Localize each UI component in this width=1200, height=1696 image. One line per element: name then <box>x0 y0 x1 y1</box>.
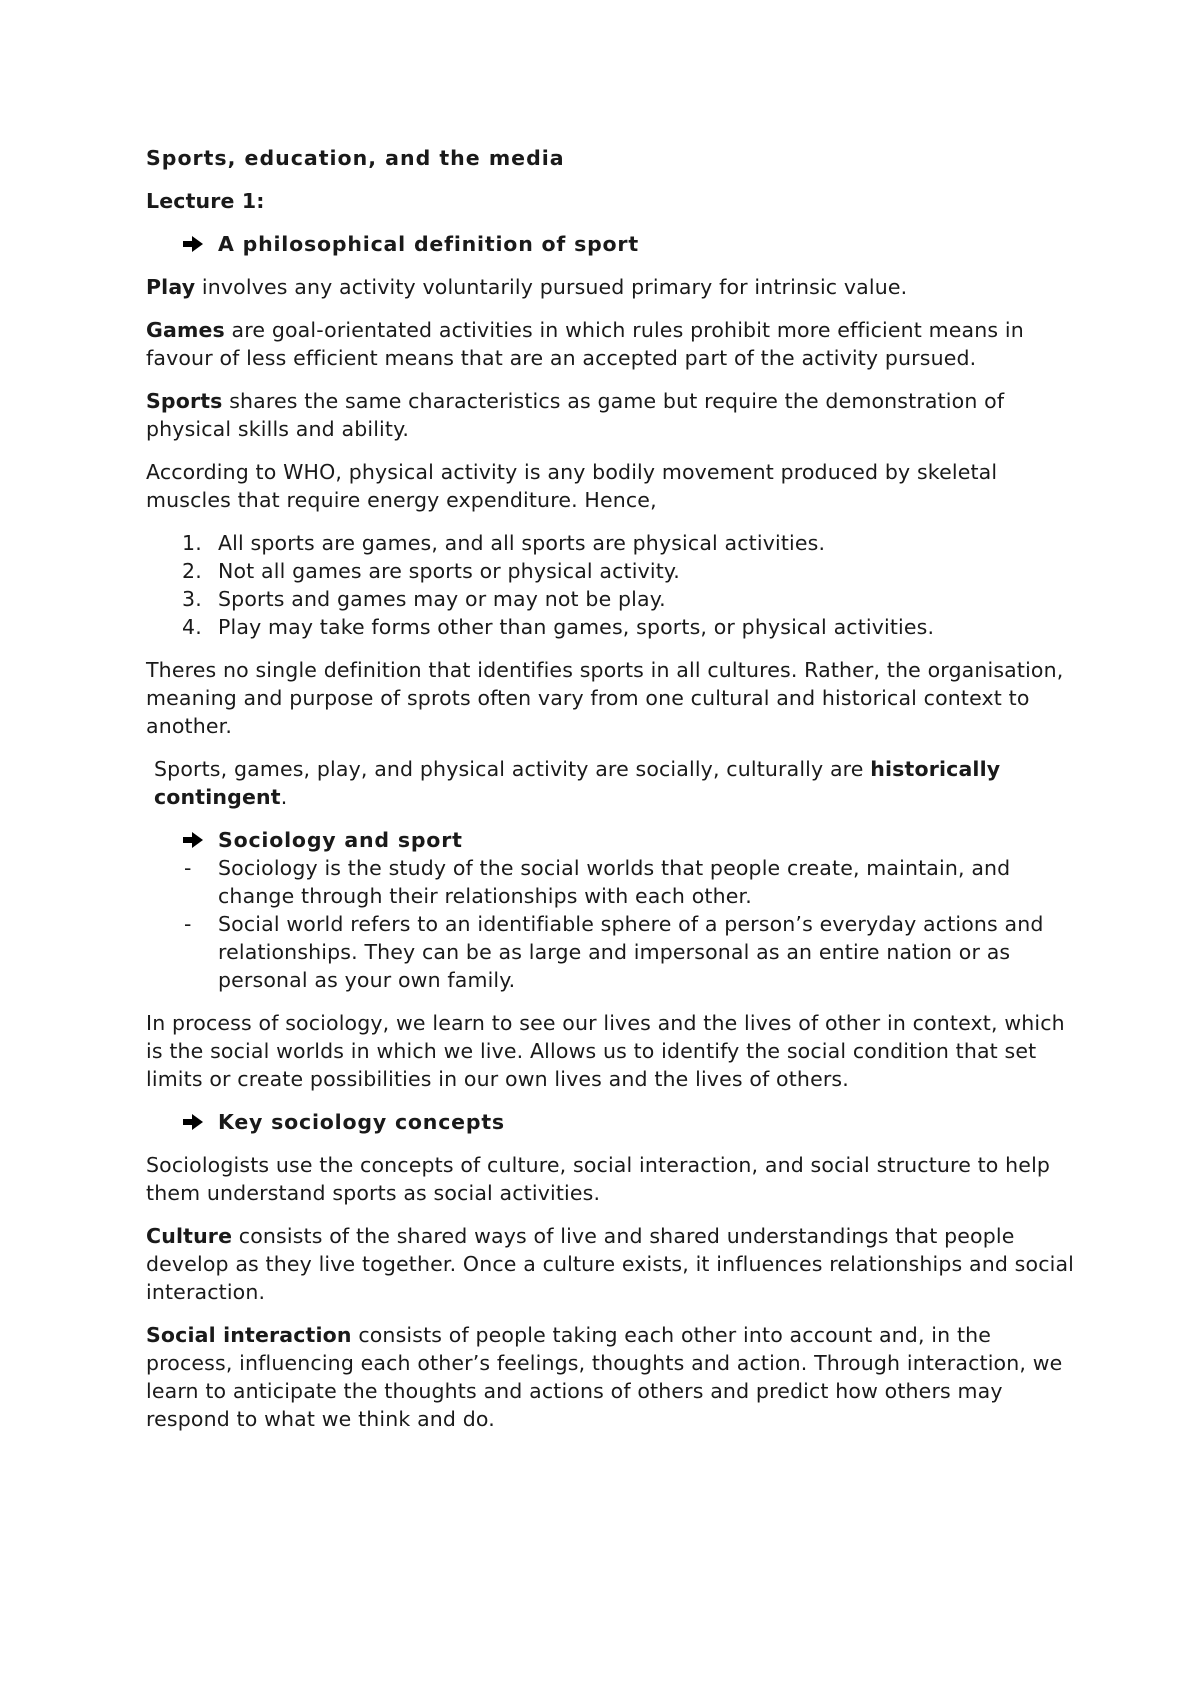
paragraph-culture: Culture consists of the shared ways of live and shared understandings that people develop as they live together. Once a culture exists, it influences relationships and social interaction. <box>146 1224 1075 1304</box>
paragraph-who: According to WHO, physical activity is any bodily movement produced by skeletal muscles that require energy expenditure. Hence, <box>146 460 998 512</box>
term-social-interaction: Social interaction <box>146 1323 352 1347</box>
paragraph-sociologists: Sociologists use the concepts of culture, social interaction, and social structure to help them understand sports as social activities. <box>146 1153 1051 1205</box>
arrow-right-icon <box>182 235 218 253</box>
term-games: Games <box>146 318 225 342</box>
paragraph-contingent: Sports, games, play, and physical activity are socially, culturally are historically contingent. <box>154 757 1001 809</box>
list-item: - Sociology is the study of the social worlds that people create, maintain, and change through their relationships with each other. <box>184 856 1011 908</box>
list-item: - Social world refers to an identifiable sphere of a person’s everyday actions and relationships. They can be as large and impersonal as an entire nation or as personal as your own family. <box>184 912 1044 992</box>
section-heading-text: Key sociology concepts <box>218 1110 505 1134</box>
paragraph-no-single-definition: Theres no single definition that identifies sports in all cultures. Rather, the organisation, meaning and purpose of sprots often vary from one cultural and historical context to another. <box>146 658 1064 738</box>
document-body <box>146 144 1076 1448</box>
section-heading-text: Sociology and sport <box>218 828 463 852</box>
document-title: Sports, education, and the media <box>146 146 565 170</box>
dash-list <box>146 854 1076 994</box>
term-culture: Culture <box>146 1224 233 1248</box>
term-sports: Sports <box>146 389 223 413</box>
term-historically-contingent: historically contingent <box>154 757 1001 809</box>
list-item: 4. Play may take forms other than games, sports, or physical activities. <box>182 615 935 639</box>
arrow-right-icon <box>182 1113 218 1131</box>
section-heading-philosophical <box>182 230 1076 258</box>
list-item: 1. All sports are games, and all sports are physical activities. <box>182 531 826 555</box>
section-heading-text: A philosophical definition of sport <box>218 232 639 256</box>
list-item: 3. Sports and games may or may not be play. <box>182 587 666 611</box>
paragraph-games: Games are goal-orientated activities in which rules prohibit more efficient means in favour of less efficient means that are an accepted part of the activity pursued. <box>146 318 1024 370</box>
paragraph-social-interaction: Social interaction consists of people taking each other into account and, in the process, influencing each other’s feelings, thoughts and action. Through interaction, we learn to anticipate the thoughts and actions of others and predict how others may respond to what we think and do. <box>146 1323 1063 1431</box>
term-play: Play <box>146 275 196 299</box>
section-heading-sociology <box>182 826 1076 854</box>
arrow-right-icon <box>182 831 218 849</box>
lecture-label: Lecture 1: <box>146 189 265 213</box>
paragraph-sports: Sports shares the same characteristics as game but require the demonstration of physical skills and ability. <box>146 389 1005 441</box>
list-item: 2. Not all games are sports or physical activity. <box>182 559 680 583</box>
numbered-list <box>146 529 1076 641</box>
paragraph-process-sociology: In process of sociology, we learn to see our lives and the lives of other in context, which is the social worlds in which we live. Allows us to identify the social condition that set limits or create possibilities in our own lives and the lives of others. <box>146 1011 1065 1091</box>
section-heading-key-concepts <box>182 1108 1076 1136</box>
paragraph-play: Play involves any activity voluntarily pursued primary for intrinsic value. <box>146 275 908 299</box>
